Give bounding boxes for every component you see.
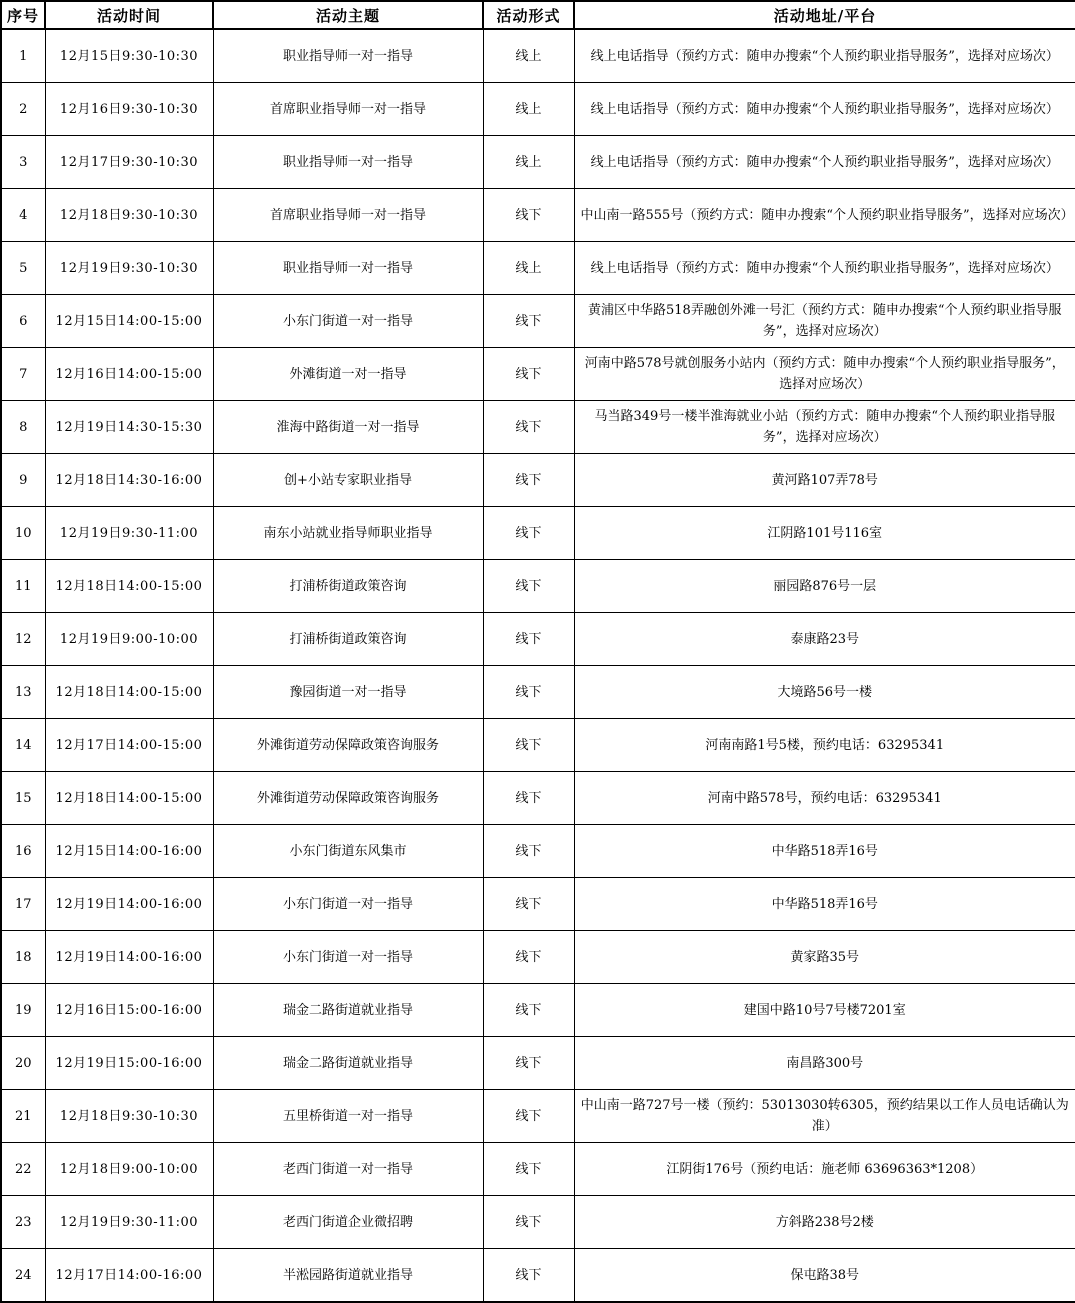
seq-cell: 19 <box>1 984 45 1037</box>
format-cell: 线下 <box>483 825 574 878</box>
seq-cell: 11 <box>1 560 45 613</box>
theme-cell: 五里桥街道一对一指导 <box>213 1090 483 1143</box>
address-cell: 马当路349号一楼半淮海就业小站（预约方式：随申办搜索“个人预约职业指导服务”，选择对应场次） <box>574 401 1075 454</box>
seq-cell: 3 <box>1 136 45 189</box>
seq-cell: 9 <box>1 454 45 507</box>
format-cell: 线下 <box>483 454 574 507</box>
format-cell: 线下 <box>483 348 574 401</box>
seq-cell: 10 <box>1 507 45 560</box>
format-cell: 线下 <box>483 1249 574 1303</box>
format-cell: 线下 <box>483 560 574 613</box>
format-cell: 线下 <box>483 772 574 825</box>
address-cell: 黄浦区中华路518弄融创外滩一号汇（预约方式：随申办搜索“个人预约职业指导服务”，选择对应场次） <box>574 295 1075 348</box>
theme-cell: 打浦桥街道政策咨询 <box>213 560 483 613</box>
time-cell: 12月18日14:00-15:00 <box>45 666 213 719</box>
seq-cell: 2 <box>1 83 45 136</box>
theme-cell: 瑞金二路街道就业指导 <box>213 984 483 1037</box>
column-header-theme: 活动主题 <box>213 1 483 29</box>
theme-cell: 小东门街道一对一指导 <box>213 295 483 348</box>
table-row <box>1 295 1075 348</box>
address-cell: 黄河路107弄78号 <box>574 454 1075 507</box>
address-cell: 中山南一路727号一楼（预约：53013030转6305，预约结果以工作人员电话确认为准） <box>574 1090 1075 1143</box>
address-cell: 江阴街176号（预约电话：施老师 63696363*1208） <box>574 1143 1075 1196</box>
time-cell: 12月19日14:00-16:00 <box>45 931 213 984</box>
theme-cell: 小东门街道东风集市 <box>213 825 483 878</box>
table-row <box>1 984 1075 1037</box>
time-cell: 12月16日14:00-15:00 <box>45 348 213 401</box>
seq-cell: 14 <box>1 719 45 772</box>
format-cell: 线下 <box>483 401 574 454</box>
seq-cell: 18 <box>1 931 45 984</box>
theme-cell: 职业指导师一对一指导 <box>213 136 483 189</box>
seq-cell: 24 <box>1 1249 45 1303</box>
format-cell: 线下 <box>483 507 574 560</box>
time-cell: 12月19日14:30-15:30 <box>45 401 213 454</box>
table-row <box>1 348 1075 401</box>
format-cell: 线下 <box>483 613 574 666</box>
time-cell: 12月19日15:00-16:00 <box>45 1037 213 1090</box>
format-cell: 线上 <box>483 83 574 136</box>
time-cell: 12月18日14:30-16:00 <box>45 454 213 507</box>
column-header-format: 活动形式 <box>483 1 574 29</box>
seq-cell: 13 <box>1 666 45 719</box>
table-row <box>1 613 1075 666</box>
address-cell: 江阴路101号116室 <box>574 507 1075 560</box>
table-row <box>1 825 1075 878</box>
address-cell: 河南中路578号，预约电话：63295341 <box>574 772 1075 825</box>
seq-cell: 8 <box>1 401 45 454</box>
time-cell: 12月19日9:30-11:00 <box>45 507 213 560</box>
time-cell: 12月15日9:30-10:30 <box>45 29 213 83</box>
address-cell: 建国中路10号7号楼7201室 <box>574 984 1075 1037</box>
format-cell: 线下 <box>483 931 574 984</box>
address-cell: 线上电话指导（预约方式：随申办搜索“个人预约职业指导服务”，选择对应场次） <box>574 242 1075 295</box>
address-cell: 中华路518弄16号 <box>574 825 1075 878</box>
table-row <box>1 29 1075 83</box>
address-cell: 大境路56号一楼 <box>574 666 1075 719</box>
format-cell: 线上 <box>483 29 574 83</box>
theme-cell: 首席职业指导师一对一指导 <box>213 83 483 136</box>
table-body <box>1 29 1075 1302</box>
table-row <box>1 1037 1075 1090</box>
address-cell: 泰康路23号 <box>574 613 1075 666</box>
seq-cell: 12 <box>1 613 45 666</box>
seq-cell: 15 <box>1 772 45 825</box>
format-cell: 线下 <box>483 878 574 931</box>
theme-cell: 外滩街道一对一指导 <box>213 348 483 401</box>
theme-cell: 职业指导师一对一指导 <box>213 242 483 295</box>
format-cell: 线下 <box>483 295 574 348</box>
time-cell: 12月18日9:00-10:00 <box>45 1143 213 1196</box>
format-cell: 线下 <box>483 719 574 772</box>
column-header-time: 活动时间 <box>45 1 213 29</box>
seq-cell: 6 <box>1 295 45 348</box>
column-header-address: 活动地址/平台 <box>574 1 1075 29</box>
seq-cell: 20 <box>1 1037 45 1090</box>
address-cell: 丽园路876号一层 <box>574 560 1075 613</box>
time-cell: 12月18日14:00-15:00 <box>45 772 213 825</box>
seq-cell: 5 <box>1 242 45 295</box>
format-cell: 线下 <box>483 1090 574 1143</box>
table-row <box>1 189 1075 242</box>
seq-cell: 22 <box>1 1143 45 1196</box>
time-cell: 12月16日15:00-16:00 <box>45 984 213 1037</box>
column-header-seq: 序号 <box>1 1 45 29</box>
format-cell: 线下 <box>483 189 574 242</box>
theme-cell: 打浦桥街道政策咨询 <box>213 613 483 666</box>
table-row <box>1 719 1075 772</box>
address-cell: 南昌路300号 <box>574 1037 1075 1090</box>
table-row <box>1 83 1075 136</box>
address-cell: 河南中路578号就创服务小站内（预约方式：随申办搜索“个人预约职业指导服务”，选择对应场次） <box>574 348 1075 401</box>
format-cell: 线下 <box>483 984 574 1037</box>
address-cell: 线上电话指导（预约方式：随申办搜索“个人预约职业指导服务”，选择对应场次） <box>574 83 1075 136</box>
table-row <box>1 931 1075 984</box>
format-cell: 线上 <box>483 136 574 189</box>
address-cell: 中华路518弄16号 <box>574 878 1075 931</box>
table-row <box>1 454 1075 507</box>
time-cell: 12月19日9:00-10:00 <box>45 613 213 666</box>
format-cell: 线下 <box>483 666 574 719</box>
format-cell: 线下 <box>483 1037 574 1090</box>
time-cell: 12月19日14:00-16:00 <box>45 878 213 931</box>
time-cell: 12月16日9:30-10:30 <box>45 83 213 136</box>
table-row <box>1 401 1075 454</box>
time-cell: 12月18日9:30-10:30 <box>45 189 213 242</box>
format-cell: 线下 <box>483 1143 574 1196</box>
theme-cell: 老西门街道一对一指导 <box>213 1143 483 1196</box>
time-cell: 12月19日9:30-11:00 <box>45 1196 213 1249</box>
table-row <box>1 1090 1075 1143</box>
address-cell: 中山南一路555号（预约方式：随申办搜索“个人预约职业指导服务”，选择对应场次） <box>574 189 1075 242</box>
table-row <box>1 242 1075 295</box>
theme-cell: 外滩街道劳动保障政策咨询服务 <box>213 772 483 825</box>
address-cell: 线上电话指导（预约方式：随申办搜索“个人预约职业指导服务”，选择对应场次） <box>574 29 1075 83</box>
theme-cell: 瑞金二路街道就业指导 <box>213 1037 483 1090</box>
time-cell: 12月17日9:30-10:30 <box>45 136 213 189</box>
theme-cell: 首席职业指导师一对一指导 <box>213 189 483 242</box>
theme-cell: 职业指导师一对一指导 <box>213 29 483 83</box>
time-cell: 12月15日14:00-15:00 <box>45 295 213 348</box>
table-row <box>1 878 1075 931</box>
theme-cell: 南东小站就业指导师职业指导 <box>213 507 483 560</box>
time-cell: 12月17日14:00-15:00 <box>45 719 213 772</box>
address-cell: 保屯路38号 <box>574 1249 1075 1303</box>
address-cell: 线上电话指导（预约方式：随申办搜索“个人预约职业指导服务”，选择对应场次） <box>574 136 1075 189</box>
format-cell: 线下 <box>483 1196 574 1249</box>
table-row <box>1 772 1075 825</box>
theme-cell: 豫园街道一对一指导 <box>213 666 483 719</box>
seq-cell: 16 <box>1 825 45 878</box>
seq-cell: 4 <box>1 189 45 242</box>
table-row <box>1 1143 1075 1196</box>
theme-cell: 老西门街道企业微招聘 <box>213 1196 483 1249</box>
theme-cell: 淮海中路街道一对一指导 <box>213 401 483 454</box>
seq-cell: 7 <box>1 348 45 401</box>
address-cell: 河南南路1号5楼，预约电话：63295341 <box>574 719 1075 772</box>
theme-cell: 半淞园路街道就业指导 <box>213 1249 483 1303</box>
seq-cell: 23 <box>1 1196 45 1249</box>
time-cell: 12月19日9:30-10:30 <box>45 242 213 295</box>
seq-cell: 1 <box>1 29 45 83</box>
table-row <box>1 136 1075 189</box>
address-cell: 黄家路35号 <box>574 931 1075 984</box>
time-cell: 12月15日14:00-16:00 <box>45 825 213 878</box>
table-row <box>1 666 1075 719</box>
table-row <box>1 560 1075 613</box>
table-row <box>1 507 1075 560</box>
header-row <box>1 1 1075 29</box>
time-cell: 12月18日14:00-15:00 <box>45 560 213 613</box>
format-cell: 线上 <box>483 242 574 295</box>
time-cell: 12月17日14:00-16:00 <box>45 1249 213 1303</box>
table-header <box>1 1 1075 29</box>
theme-cell: 小东门街道一对一指导 <box>213 878 483 931</box>
table-row <box>1 1196 1075 1249</box>
theme-cell: 创+小站专家职业指导 <box>213 454 483 507</box>
theme-cell: 外滩街道劳动保障政策咨询服务 <box>213 719 483 772</box>
seq-cell: 21 <box>1 1090 45 1143</box>
seq-cell: 17 <box>1 878 45 931</box>
address-cell: 方斜路238号2楼 <box>574 1196 1075 1249</box>
theme-cell: 小东门街道一对一指导 <box>213 931 483 984</box>
time-cell: 12月18日9:30-10:30 <box>45 1090 213 1143</box>
table-row <box>1 1249 1075 1303</box>
